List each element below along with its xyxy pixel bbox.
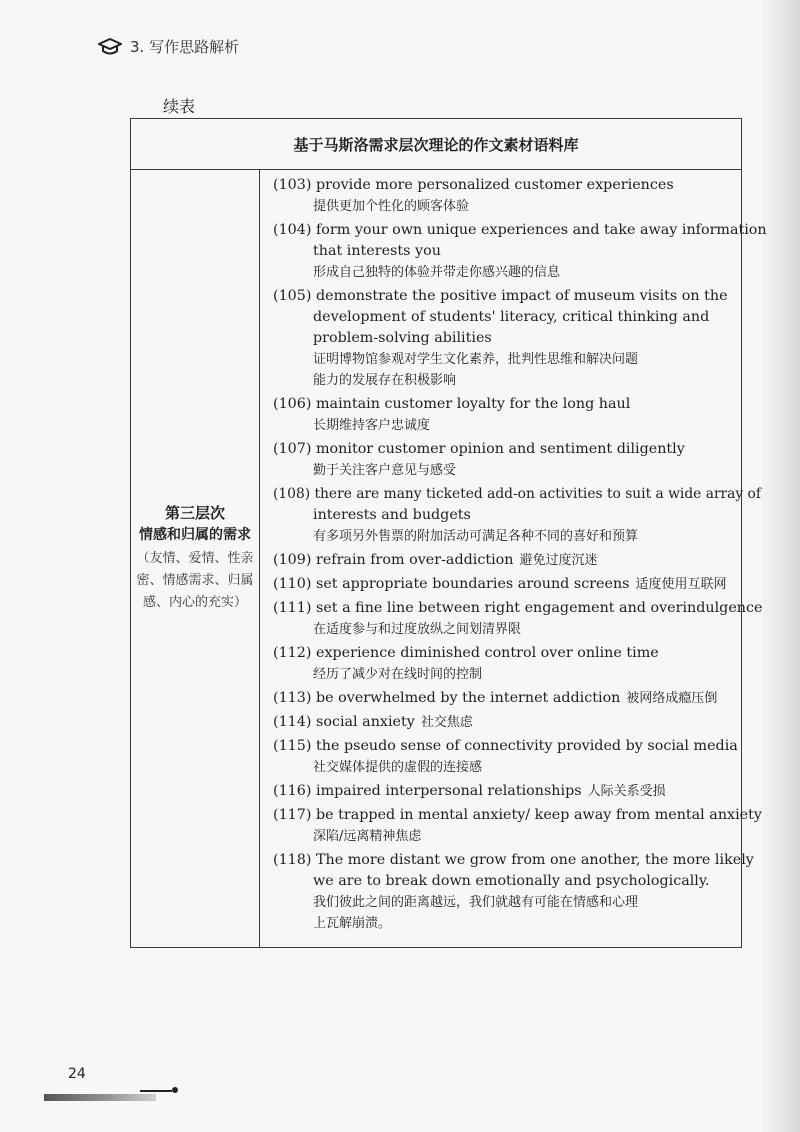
- entry-chinese: 社交媒体提供的虚假的连接感: [313, 760, 483, 775]
- footer-dot: [172, 1087, 178, 1093]
- entry-number: (115): [273, 738, 312, 754]
- entry-104: [273, 220, 767, 283]
- section-header: [98, 36, 239, 57]
- entry-english: impaired interpersonal relationships: [316, 783, 582, 799]
- entry-chinese: 提供更加个性化的顾客体验: [313, 199, 470, 214]
- entry-110: [273, 574, 737, 595]
- entry-english-cont: we are to break down emotionally and psychologically.: [313, 873, 710, 889]
- entry-english-cont: development of students' literacy, critical thinking and: [313, 309, 710, 325]
- entry-chinese: 有多项另外售票的附加活动可满足各种不同的喜好和预算: [313, 529, 639, 544]
- entry-english: social anxiety: [316, 714, 415, 730]
- entry-english: be trapped in mental anxiety/ keep away from mental anxiety: [316, 807, 762, 823]
- entry-english: set appropriate boundaries around screens: [316, 576, 630, 592]
- entry-number: (118): [273, 852, 312, 868]
- table-title: 基于马斯洛需求层次理论的作文素材语料库: [131, 119, 741, 170]
- entry-108: [273, 484, 761, 547]
- entry-english: there are many ticketed add-on activities to suit a wide array of: [314, 486, 761, 502]
- entry-english: The more distant we grow from one another, the more likely: [316, 852, 754, 868]
- entry-107: [273, 439, 737, 481]
- entry-number: (103): [273, 177, 312, 193]
- entry-chinese-cont: 能力的发展存在积极影响: [313, 373, 457, 388]
- entry-english-cont: interests and budgets: [313, 507, 471, 523]
- entry-112: [273, 643, 737, 685]
- entry-chinese: 深陷/远离精神焦虑: [313, 829, 422, 844]
- section-title: 3. 写作思路解析: [130, 38, 240, 56]
- entry-chinese: 在适度参与和过度放纵之间划清界限: [313, 622, 522, 637]
- entry-chinese: 证明博物馆参观对学生文化素养，批判性思维和解决问题: [313, 352, 639, 367]
- entry-number: (113): [273, 690, 312, 706]
- footer-line: [140, 1090, 172, 1092]
- entry-number: (107): [273, 441, 312, 457]
- continued-label: 续表: [163, 97, 196, 116]
- level-cell: [131, 169, 260, 947]
- entry-116: [273, 781, 737, 802]
- entry-chinese: 社交焦虑: [420, 715, 473, 730]
- entry-113: [273, 688, 737, 709]
- entry-114: [273, 712, 737, 733]
- entry-chinese-cont: 上瓦解崩溃。: [313, 916, 392, 931]
- entry-english: provide more personalized customer experiences: [316, 177, 674, 193]
- vocabulary-table: [130, 118, 767, 948]
- entry-english: monitor customer opinion and sentiment diligently: [316, 441, 685, 457]
- entry-chinese: 被网络成瘾压倒: [626, 691, 718, 706]
- graduation-cap-icon: [98, 37, 122, 57]
- entry-chinese: 经历了减少对在线时间的控制: [313, 667, 483, 682]
- entry-number: (109): [273, 552, 312, 568]
- entry-106: [273, 394, 737, 436]
- page-number: 24: [68, 1066, 86, 1082]
- entry-english: form your own unique experiences and take away information: [316, 222, 767, 238]
- footer-bar: [44, 1094, 156, 1101]
- entry-chinese: 勤于关注客户意见与感受: [313, 463, 457, 478]
- entry-number: (111): [273, 600, 312, 616]
- level-note: （友情、爱情、性亲密、情感需求、归属感、内心的充实）: [136, 551, 254, 610]
- entry-115: [273, 736, 737, 778]
- entry-number: (108): [273, 486, 311, 502]
- entry-117: [273, 805, 762, 847]
- entry-chinese: 我们彼此之间的距离越远，我们就越有可能在情感和心理: [313, 895, 639, 910]
- entry-english: set a fine line between right engagement and overindulgence: [316, 600, 763, 616]
- entry-105: [273, 286, 737, 391]
- entry-103: [273, 175, 737, 217]
- entry-number: (112): [273, 645, 312, 661]
- entry-109: [273, 550, 737, 571]
- entry-number: (104): [273, 222, 312, 238]
- entry-english-cont: that interests you: [313, 243, 441, 259]
- entry-chinese: 人际关系受损: [587, 784, 666, 799]
- entry-number: (117): [273, 807, 312, 823]
- entry-number: (105): [273, 288, 312, 304]
- entry-english: the pseudo sense of connectivity provided by social media: [316, 738, 738, 754]
- entry-118: [273, 850, 754, 934]
- entry-number: (114): [273, 714, 312, 730]
- entry-chinese: 适度使用互联网: [635, 577, 727, 592]
- page-edge-shadow: [762, 0, 800, 1132]
- entries-cell: [273, 175, 767, 943]
- entry-number: (110): [273, 576, 312, 592]
- entry-english: be overwhelmed by the internet addiction: [316, 690, 621, 706]
- entry-english: refrain from over-addiction: [316, 552, 514, 568]
- entry-english: demonstrate the positive impact of museum visits on the: [316, 288, 728, 304]
- entry-english: maintain customer loyalty for the long haul: [316, 396, 631, 412]
- entry-chinese: 形成自己独特的体验并带走你感兴趣的信息: [313, 265, 561, 280]
- entry-chinese: 避免过度沉迷: [519, 553, 598, 568]
- level-name: 第三层次: [164, 504, 225, 522]
- entry-number: (106): [273, 396, 312, 412]
- entry-english-cont: problem-solving abilities: [313, 330, 492, 346]
- entry-111: [273, 598, 763, 640]
- entry-number: (116): [273, 783, 312, 799]
- level-subtitle: 情感和归属的需求: [139, 527, 251, 543]
- entry-english: experience diminished control over online time: [316, 645, 659, 661]
- entry-chinese: 长期维持客户忠诚度: [313, 418, 431, 433]
